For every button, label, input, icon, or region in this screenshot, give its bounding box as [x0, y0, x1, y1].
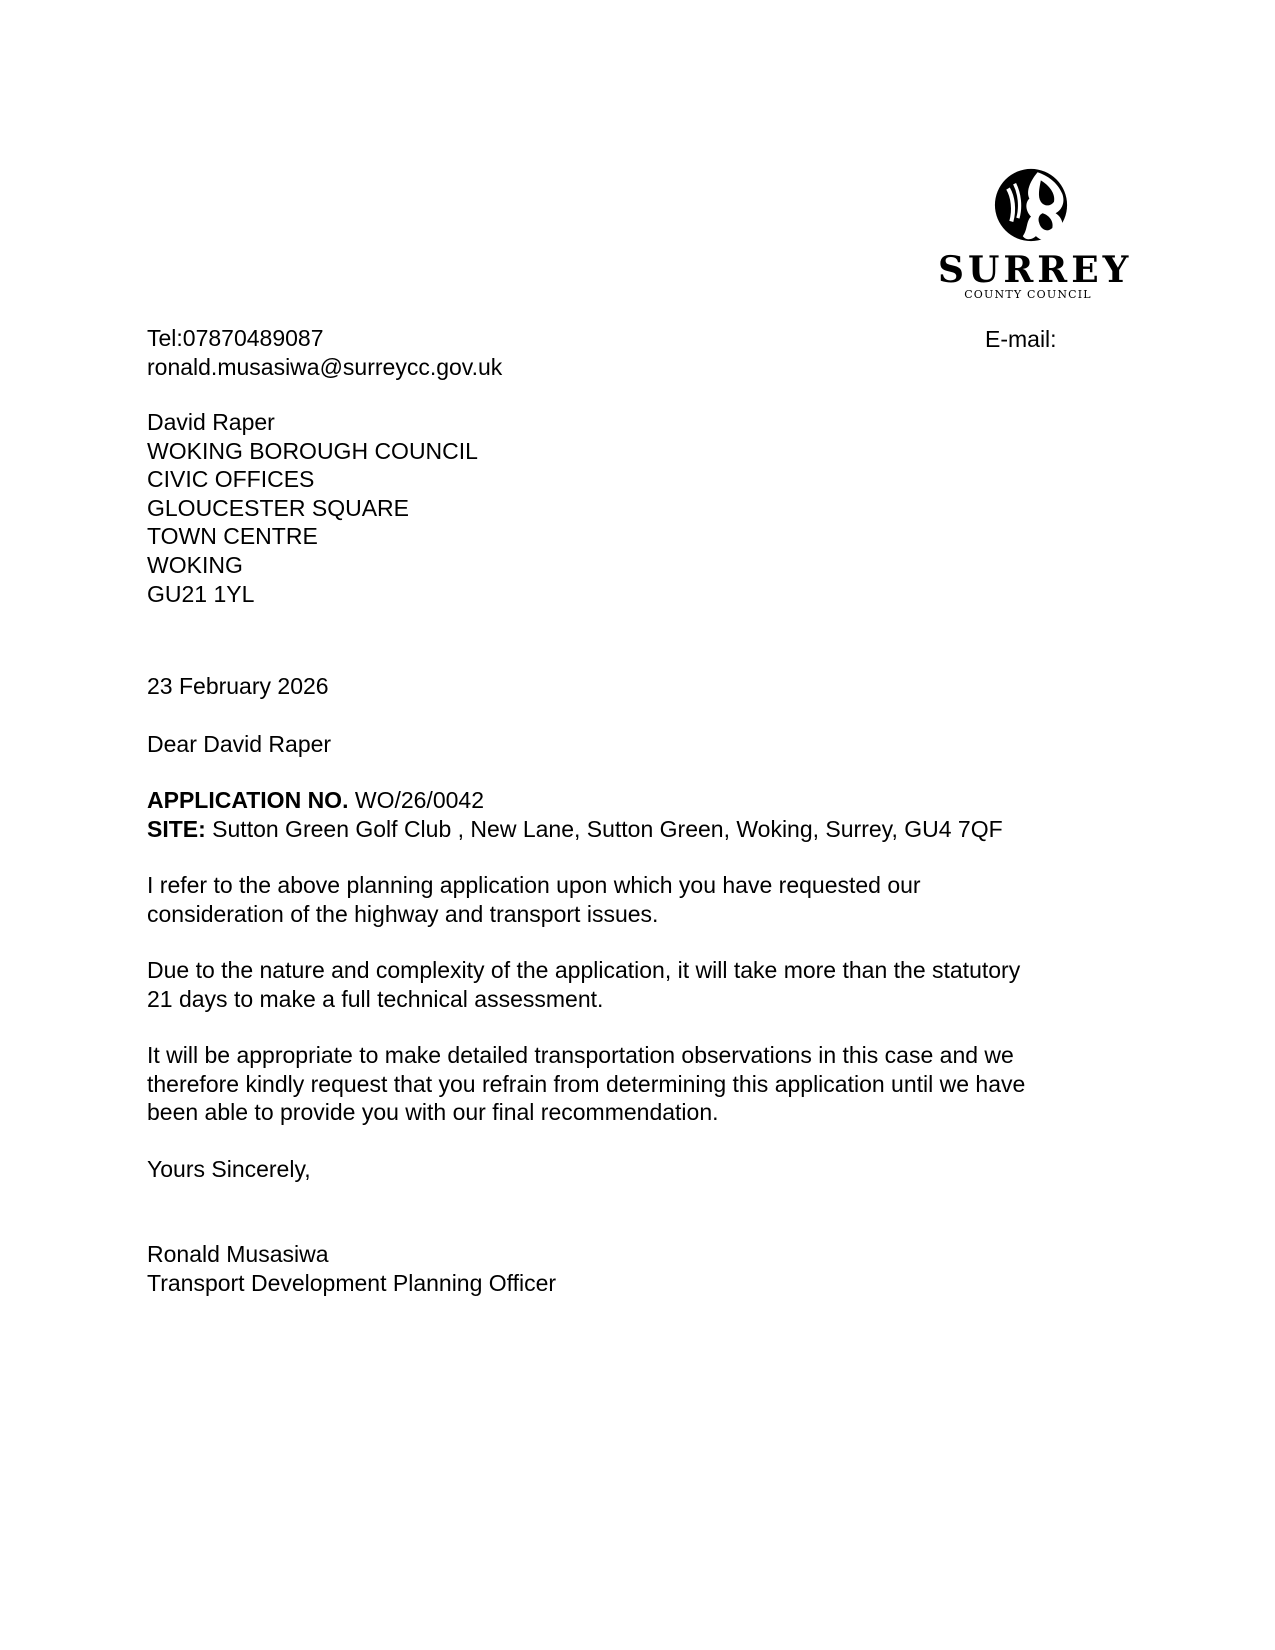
salutation: Dear David Raper	[147, 731, 332, 757]
recipient-line: David Raper	[147, 409, 275, 435]
paragraph-3	[147, 1041, 1025, 1127]
contact-tel: Tel:07870489087	[147, 325, 324, 351]
paragraph-1	[147, 871, 921, 928]
contact-block	[147, 324, 502, 381]
site-address	[147, 815, 1003, 844]
closing: Yours Sincerely,	[147, 1156, 311, 1182]
surrey-county-council-logo	[938, 160, 1133, 310]
application-value: WO/26/0042	[348, 787, 484, 813]
paragraph-line: 21 days to make a full technical assessment.	[147, 985, 604, 1012]
oak-leaf-emblem-icon	[990, 164, 1072, 246]
contact-email: ronald.musasiwa@surreycc.gov.uk	[147, 353, 503, 380]
paragraph-line: consideration of the highway and transport issues.	[147, 900, 659, 927]
recipient-address	[147, 408, 478, 608]
recipient-line: GLOUCESTER SQUARE	[147, 494, 409, 521]
recipient-line: TOWN CENTRE	[147, 523, 318, 550]
recipient-line: WOKING	[147, 551, 243, 578]
paragraph-line: been able to provide you with our final recommendation.	[147, 1099, 719, 1126]
application-label: APPLICATION NO.	[147, 787, 349, 813]
paragraph-line: Due to the nature and complexity of the application, it will take more than the statutory	[147, 957, 1021, 983]
site-value: Sutton Green Golf Club , New Lane, Sutton Green, Woking, Surrey, GU4 7QF	[205, 815, 1003, 842]
recipient-line: WOKING BOROUGH COUNCIL	[147, 437, 478, 464]
reference-block	[147, 786, 1003, 843]
paragraph-line: It will be appropriate to make detailed transportation observations in this case and we	[147, 1042, 1014, 1068]
letter-date: 23 February 2026	[147, 673, 329, 699]
signature-title: Transport Development Planning Officer	[147, 1269, 557, 1296]
logo-wordmark: SURREY	[938, 249, 1133, 291]
paragraph-2	[147, 956, 1020, 1013]
email-label: E-mail:	[985, 326, 1057, 352]
recipient-line: CIVIC OFFICES	[147, 466, 315, 493]
paragraph-line: therefore kindly request that you refrain from determining this application until we have	[147, 1070, 1026, 1097]
logo-subtitle: COUNTY COUNCIL	[964, 288, 1092, 301]
signature-block	[147, 1240, 556, 1297]
recipient-line: GU21 1YL	[147, 580, 255, 607]
application-number	[147, 786, 1003, 815]
paragraph-line: I refer to the above planning application upon which you have requested our	[147, 872, 921, 898]
signature-name: Ronald Musasiwa	[147, 1241, 329, 1267]
site-label: SITE:	[147, 815, 206, 842]
